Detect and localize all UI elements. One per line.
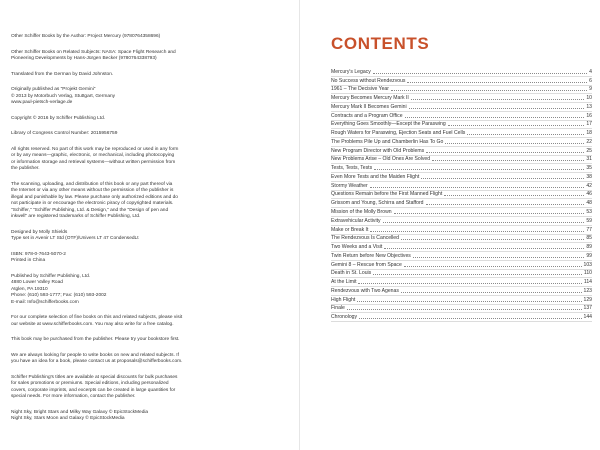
toc-entry — [331, 270, 592, 279]
toc-entry — [331, 235, 592, 244]
toc-dot-leader — [405, 117, 585, 118]
toc-entry-page-number: 89 — [586, 244, 592, 251]
toc-entry — [331, 296, 592, 305]
toc-dot-leader — [370, 187, 585, 188]
toc-entry — [331, 278, 592, 287]
contents-heading: CONTENTS — [331, 34, 430, 53]
toc-entry — [331, 138, 592, 147]
toc-entry-page-number: 85 — [586, 235, 592, 242]
toc-dot-leader — [373, 274, 582, 275]
toc-dot-leader — [432, 160, 584, 161]
toc-dot-leader — [357, 301, 581, 302]
toc-dot-leader — [426, 204, 585, 205]
toc-entry-title: No Success without Rendezvous — [331, 77, 406, 84]
toc-entry-title: Make or Break It — [331, 226, 369, 233]
toc-dot-leader — [404, 266, 582, 267]
toc-entry-title: Rendezvous with Two Agenas — [331, 287, 399, 294]
toc-entry-page-number: 18 — [586, 130, 592, 137]
copyright-paragraph: ISBN: 978-0-7643-5070-2 Printed in China — [11, 251, 66, 263]
copyright-text-column — [11, 34, 283, 423]
toc-entry-page-number: 53 — [586, 209, 592, 216]
toc-entry-page-number: 4 — [589, 68, 592, 75]
toc-entry-page-number: 22 — [586, 138, 592, 145]
toc-entry-page-number: 35 — [586, 165, 592, 172]
toc-dot-leader — [401, 239, 584, 240]
toc-entry — [331, 86, 592, 95]
toc-entry-page-number: 46 — [586, 191, 592, 198]
copyright-paragraph: The scanning, uploading, and distribution of this book or any part thereof via the Internet or via any other means without the permission of the publisher is illegal and punishable by law. Please purchase only authorized editions and do not participate in or encourage the electronic piracy of copyrighted materials. "Schiffer," "Schiffer Publishing, Ltd. & Design," and the "Design of pen and inkwell" are registered trademarks of Schiffer Publishing, Ltd. — [11, 181, 178, 219]
toc-entry-page-number: 48 — [586, 200, 592, 207]
toc-entry-title: Questions Remain before the First Manned Flight — [331, 191, 443, 198]
toc-entry — [331, 252, 592, 261]
toc-entry-title: Finale — [331, 305, 345, 312]
toc-entry-page-number: 59 — [586, 217, 592, 224]
toc-entry — [331, 217, 592, 226]
toc-dot-leader — [467, 134, 584, 135]
copyright-paragraph: Published by Schiffer Publishing, Ltd. 4880 Lower Valley Road Atglen, PA 19310 Phone: (610) 593-1777; Fax: (610) 593-2002 E-mail: Info@schifferbooks.com — [11, 273, 107, 305]
toc-entry-title: The Problems Pile Up and Chamberlin Has To Go — [331, 138, 444, 145]
copyright-paragraph: Originally published as "Projekt Gemini" © 2013 by Motorbuch Verlag, Stuttgart, Germany www.paul-pietsch-verlage.de — [11, 87, 116, 105]
toc-dot-leader — [413, 257, 584, 258]
toc-entry — [331, 129, 592, 138]
toc-dot-leader — [426, 152, 584, 153]
toc-entry-title: Death in St. Louis — [331, 270, 372, 277]
copyright-paragraph: All rights reserved. No part of this work may be reproduced or used in any form or by any means—graphic, electronic, or mechanical, including photocopying or information storage and retrieval systems—without written permission from the publisher. — [11, 146, 179, 171]
toc-entry-page-number: 99 — [586, 252, 592, 259]
toc-entry — [331, 112, 592, 121]
copyright-paragraph: We are always looking for people to write books on new and related subjects. If you have an idea for a book, please contact us at proposals@schifferbooks.com. — [11, 352, 183, 364]
toc-entry-title: Extravehicular Activity — [331, 217, 381, 224]
toc-entry-page-number: 103 — [583, 261, 592, 268]
copyright-paragraph: Night Sky, Bright Stars and Milky Way Galaxy © EpicStockMedia Night Sky, Stars Moon and Galaxy © EpicStockMedia — [11, 409, 149, 421]
toc-entry-title: Two Weeks and a Visit — [331, 244, 383, 251]
toc-entry-title: Tests, Tests, Tests — [331, 165, 373, 172]
toc-entry-page-number: 42 — [586, 182, 592, 189]
toc-entry-title: Mercury's Legacy — [331, 68, 371, 75]
toc-dot-leader — [370, 231, 584, 232]
toc-entry — [331, 94, 592, 103]
copyright-paragraph: Copyright © 2016 by Schiffer Publishing Ltd. — [11, 115, 106, 121]
toc-entry — [331, 208, 592, 217]
toc-entry — [331, 164, 592, 173]
copyright-paragraph: Library of Congress Control Number: 2015956759 — [11, 131, 118, 136]
toc-entry-title: Rough Waters for Paraswing, Ejection Seats and Fuel Cells — [331, 130, 466, 137]
toc-entry — [331, 173, 592, 182]
toc-entry-title: Even More Tests and the Maiden Flight — [331, 173, 420, 180]
toc-entry-page-number: 77 — [586, 226, 592, 233]
toc-entry — [331, 156, 592, 165]
toc-entry-page-number: 110 — [583, 270, 592, 277]
toc-entry — [331, 305, 592, 314]
toc-dot-leader — [421, 178, 584, 179]
toc-entry-title: 1961 – The Decisive Year — [331, 86, 389, 93]
toc-entry-page-number: 137 — [583, 305, 592, 312]
toc-entry-title: New Program Director with Old Problems — [331, 147, 425, 154]
toc-dot-leader — [411, 99, 584, 100]
toc-entry-page-number: 10 — [586, 95, 592, 102]
toc-entry-page-number: 16 — [586, 112, 592, 119]
toc-entry-title: Mission of the Molly Brown — [331, 209, 392, 216]
toc-entry-page-number: 144 — [583, 314, 592, 321]
toc-entry-title: Twin Return before New Objectives — [331, 252, 411, 259]
toc-entry-title: Mercury Mark II Becomes Gemini — [331, 103, 407, 110]
toc-entry-title: Stormy Weather — [331, 182, 368, 189]
toc-entry — [331, 68, 592, 77]
toc-entry-page-number: 114 — [583, 279, 592, 286]
toc-entry-title: Everything Goes Smoothly—Except the Paraswing — [331, 121, 446, 128]
copyright-paragraph: Translated from the German by David Johnston. — [11, 71, 114, 77]
toc-dot-leader — [374, 169, 584, 170]
toc-entry — [331, 287, 592, 296]
toc-dot-leader — [359, 318, 581, 319]
toc-entry — [331, 77, 592, 86]
toc-entry-page-number: 6 — [589, 77, 592, 84]
toc-entry-page-number: 129 — [583, 296, 592, 303]
toc-entry-title: At the Limit — [331, 279, 357, 286]
copyright-paragraph: Other Schiffer Books by the Author: Project Mercury (9780764358696) — [11, 34, 161, 39]
copyright-paragraph: For our complete selection of fine books on this and related subjects, please visit our website at www.schifferbooks.com. You may also write for a free catalog. — [11, 315, 183, 327]
toc-entry-title: High Flight — [331, 296, 356, 303]
toc-dot-leader — [448, 125, 585, 126]
toc-dot-leader — [358, 283, 581, 284]
toc-entry-page-number: 13 — [586, 103, 592, 110]
toc-dot-leader — [407, 82, 587, 83]
toc-entry-title: Grissom and Young, Schirra and Stafford — [331, 200, 424, 207]
toc-entry — [331, 121, 592, 130]
toc-entry-page-number: 25 — [586, 147, 592, 154]
toc-dot-leader — [409, 108, 585, 109]
toc-dot-leader — [383, 222, 585, 223]
toc-entry — [331, 147, 592, 156]
toc-entry-title: Gemini 8 – Rescue from Space — [331, 261, 402, 268]
toc-entry-page-number: 123 — [583, 287, 592, 294]
toc-entry-title: New Problems Arise – Old Ones Are Solved — [331, 156, 431, 163]
toc-dot-leader — [391, 90, 587, 91]
toc-entry-page-number: 31 — [586, 156, 592, 163]
copyright-paragraph: Other Schiffer Books on Related Subjects: NASA: Space Flight Research and Pioneering Developments by Hans-Jürgen Becker (9780764338793) — [11, 49, 176, 61]
toc-entry-page-number: 17 — [586, 121, 592, 128]
toc-entry — [331, 313, 592, 322]
toc-dot-leader — [401, 292, 582, 293]
toc-entry-page-number: 38 — [586, 173, 592, 180]
toc-entry-title: Contracts and a Program Office — [331, 112, 403, 119]
copyright-paragraph: Designed by Molly Shields Type set in Avenir LT Std (OTF)/Univers LT 47 CondensedLt — [11, 229, 139, 241]
toc-entry — [331, 261, 592, 270]
toc-entry — [331, 243, 592, 252]
toc-entry — [331, 226, 592, 235]
toc-dot-leader — [384, 248, 584, 249]
toc-dot-leader — [347, 309, 582, 310]
toc-entry-title: Chronology — [331, 314, 358, 321]
toc-dot-leader — [394, 213, 585, 214]
table-of-contents — [331, 68, 592, 322]
toc-entry-title: The Rendezvous Is Cancelled — [331, 235, 399, 242]
copyright-paragraph: This book may be purchased from the publisher. Please try your bookstore first. — [11, 337, 180, 342]
toc-dot-leader — [373, 73, 587, 74]
toc-entry-page-number: 9 — [589, 86, 592, 93]
copyright-paragraph: Schiffer Publishing's titles are available at special discounts for bulk purchases for sales promotions or premiums. Special editions, including personalized covers, corporate imprints, and excerpts can be created in large quantities for special needs. For more information, contact the publisher. — [11, 374, 178, 399]
toc-entry-title: Mercury Becomes Mercury Mark II — [331, 95, 409, 102]
toc-entry — [331, 182, 592, 191]
toc-dot-leader — [445, 143, 584, 144]
toc-entry — [331, 103, 592, 112]
toc-entry — [331, 199, 592, 208]
toc-entry — [331, 191, 592, 200]
toc-dot-leader — [444, 195, 584, 196]
